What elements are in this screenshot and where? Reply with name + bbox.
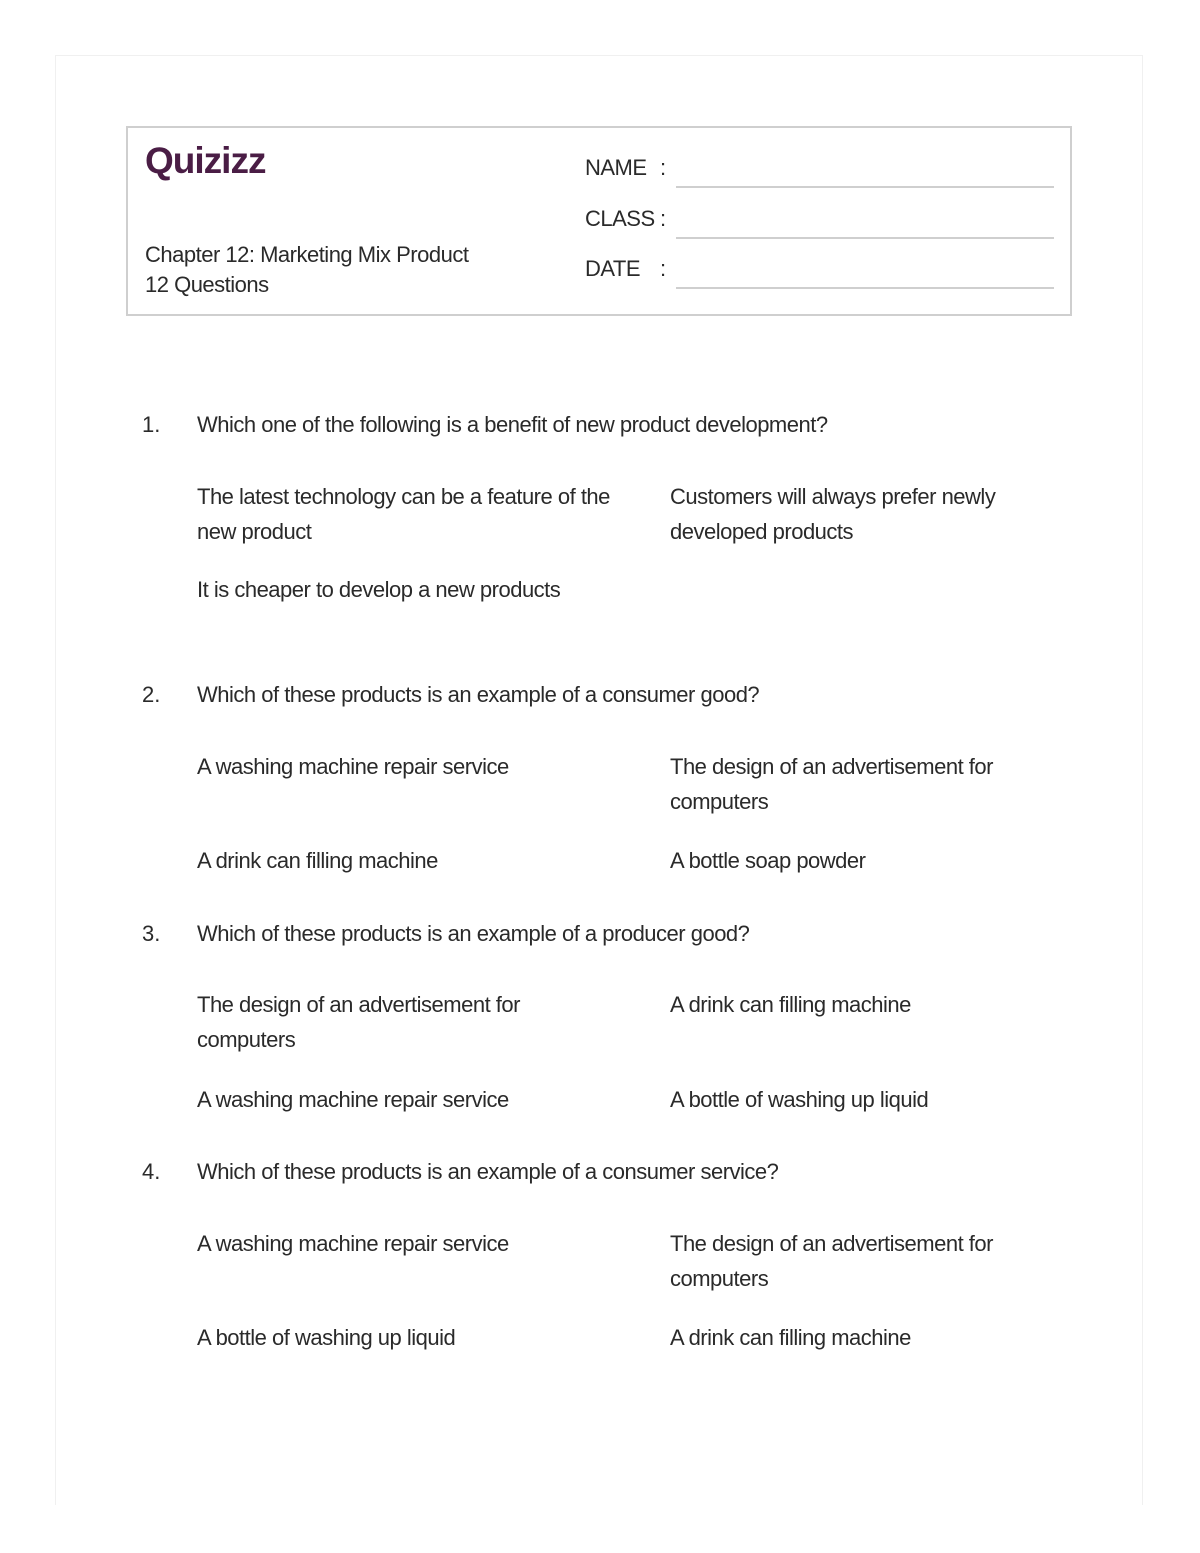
question-number: 3.	[142, 921, 161, 946]
date-field-colon: :	[660, 256, 667, 281]
answer-option: The design of an advertisement for computers	[670, 1231, 993, 1291]
question-text: Which of these products is an example of a producer good?	[197, 921, 750, 946]
name-field-line	[676, 186, 1054, 188]
name-field-colon: :	[660, 155, 667, 180]
name-field-label: NAME	[585, 155, 647, 180]
answer-option: A drink can filling machine	[670, 1325, 911, 1350]
quizizz-logo: Quizizz	[145, 140, 266, 181]
question-text: Which of these products is an example of a consumer service?	[197, 1159, 779, 1184]
question-number: 1.	[142, 412, 161, 437]
answer-option: A bottle of washing up liquid	[197, 1325, 456, 1350]
answer-option: A washing machine repair service	[197, 1231, 509, 1256]
question-number: 4.	[142, 1159, 161, 1184]
answer-option: Customers will always prefer newly developed products	[670, 484, 996, 544]
date-field-line	[676, 287, 1054, 289]
class-field-colon: :	[660, 206, 667, 231]
question-text: Which one of the following is a benefit of new product development?	[197, 412, 828, 437]
question-number: 2.	[142, 682, 161, 707]
answer-option: A bottle of washing up liquid	[670, 1087, 929, 1112]
question-count: 12 Questions	[145, 272, 269, 297]
answer-option: The latest technology can be a feature of the new product	[197, 484, 610, 544]
answer-option: The design of an advertisement for computers	[197, 992, 520, 1052]
question-text: Which of these products is an example of a consumer good?	[197, 682, 760, 707]
answer-option: A drink can filling machine	[670, 992, 911, 1017]
quiz-title-block	[145, 240, 468, 300]
answer-option: The design of an advertisement for computers	[670, 754, 993, 814]
answer-option: A bottle soap powder	[670, 848, 866, 873]
date-field-label: DATE	[585, 256, 641, 281]
answer-option: It is cheaper to develop a new products	[197, 577, 561, 602]
answer-option: A washing machine repair service	[197, 754, 509, 779]
answer-option: A drink can filling machine	[197, 848, 438, 873]
quiz-title: Chapter 12: Marketing Mix Product	[145, 242, 469, 267]
class-field-line	[676, 237, 1054, 239]
class-field-label: CLASS	[585, 206, 655, 231]
answer-option: A washing machine repair service	[197, 1087, 509, 1112]
